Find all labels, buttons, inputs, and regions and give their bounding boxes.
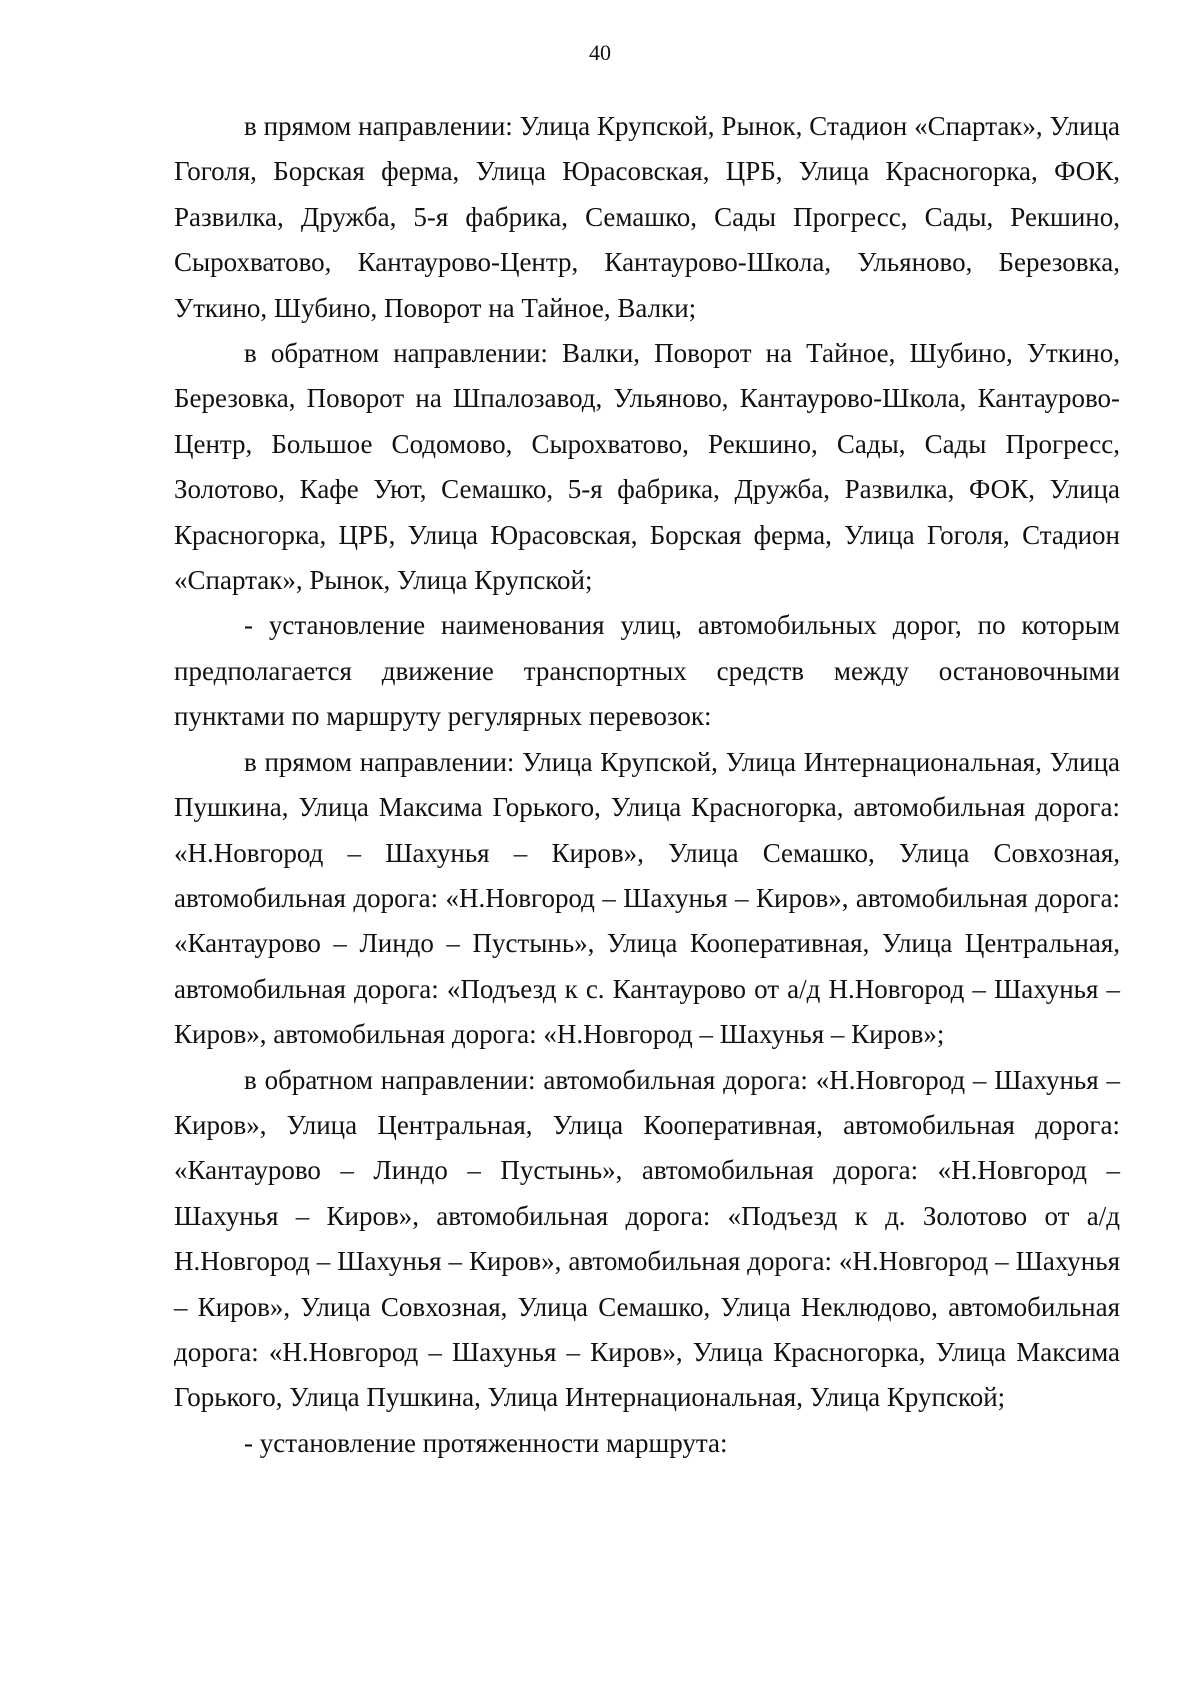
paragraph-route-length: - установление протяженности маршрута: [244, 1427, 728, 1458]
paragraph-reverse-stops: в обратном направлении: Валки, Поворот на Тайное, Шубино, Уткино, Березовка, Поворот на Шпалозавод, Ульяново, Кантаурово-Школа, Кантаурово-Центр, Большое Содомово, Сырохватово, Рекшино, Сады, Сады Прогресс, Золотово, Кафе Уют, Семашко, 5-я фабрика, Дружба, Развилка, ФОК, Улица Красногорка, ЦРБ, Улица Юрасовская, Борская ферма, Улица Гоголя, Стадион «Спартак», Рынок, Улица Крупской; [174, 338, 1120, 596]
paragraph-reverse-streets: в обратном направлении: автомобильная дорога: «Н.Новгород – Шахунья – Киров», Улица Центральная, Улица Кооперативная, автомобильная дорога: «Кантаурово – Линдо – Пустынь», автомобильная дорога: «Н.Новгород – Шахунья – Киров», автомобильная дорога: «Подъезд к д. Золотово от а/д Н.Новгород – Шахунья – Киров», автомобильная дорога: «Н.Новгород – Шахунья – Киров», Улица Совхозная, Улица Семашко, Улица Неклюдово, автомобильная дорога: «Н.Новгород – Шахунья – Киров», Улица Красногорка, Улица Максима Горького, Улица Пушкина, Улица Интернациональная, Улица Крупской; [174, 1064, 1120, 1413]
paragraph-forward-stops: в прямом направлении: Улица Крупской, Рынок, Стадион «Спартак», Улица Гоголя, Борская ферма, Улица Юрасовская, ЦРБ, Улица Красногорка, ФОК, Развилка, Дружба, 5-я фабрика, Семашко, Сады Прогресс, Сады, Рекшино, Сырохватово, Кантаурово-Центр, Кантаурово-Школа, Ульяново, Березовка, Уткино, Шубино, Поворот на Тайное, Валки; [174, 111, 1120, 323]
document-body [174, 104, 1120, 1466]
page-number: 40 [589, 40, 611, 65]
paragraph-streets-intro: - установление наименования улиц, автомобильных дорог, по которым предполагается движение транспортных средств между остановочными пунктами по маршруту регулярных перевозок: [174, 610, 1120, 732]
paragraph-forward-streets: в прямом направлении: Улица Крупской, Улица Интернациональная, Улица Пушкина, Улица Максима Горького, Улица Красногорка, автомобильная дорога: «Н.Новгород – Шахунья – Киров», Улица Семашко, Улица Совхозная, автомобильная дорога: «Н.Новгород – Шахунья – Киров», автомобильная дорога: «Кантаурово – Линдо – Пустынь», Улица Кооперативная, Улица Центральная, автомобильная дорога: «Подъезд к с. Кантаурово от а/д Н.Новгород – Шахунья – Киров», автомобильная дорога: «Н.Новгород – Шахунья – Киров»; [174, 746, 1120, 1050]
